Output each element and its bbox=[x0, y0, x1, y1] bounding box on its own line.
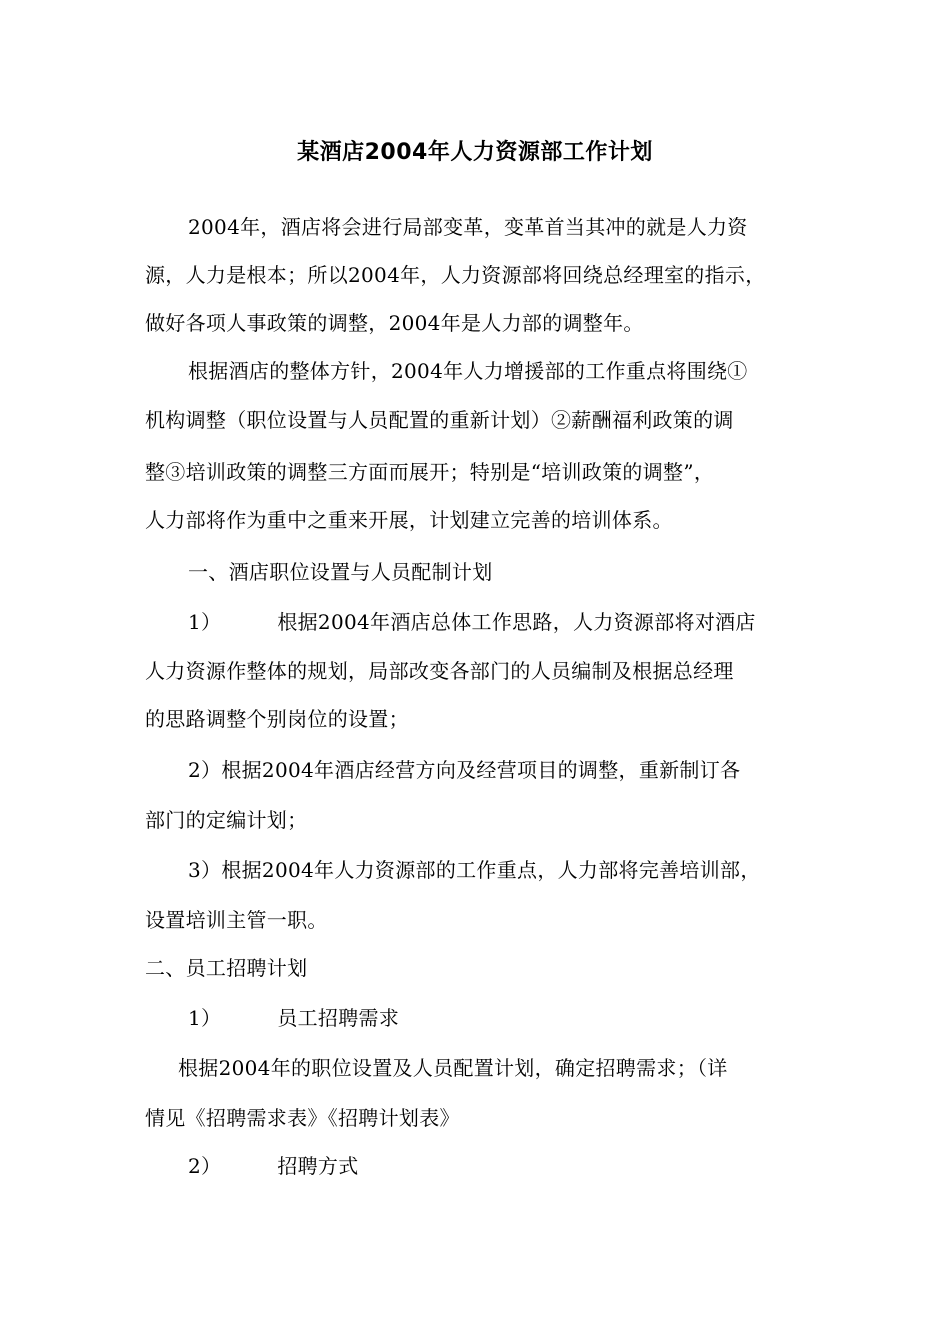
paragraph-line: 人力资源作整体的规划，局部改变各部门的人员编制及根据总经理 bbox=[145, 659, 734, 683]
paragraph-line: 部门的定编计划； bbox=[145, 808, 308, 832]
paragraph-line: 整③培训政策的调整三方面而展开；特别是“培训政策的调整”， bbox=[145, 460, 715, 484]
list-item-text: 根据2004年酒店总体工作思路，人力资源部将对酒店 bbox=[277, 610, 756, 634]
list-item: 2）根据2004年酒店经营方向及经营项目的调整，重新制订各 bbox=[188, 758, 741, 782]
paragraph-line: 2004年，酒店将会进行局部变革，变革首当其冲的就是人力资 bbox=[188, 215, 748, 239]
paragraph-line: 源，人力是根本；所以2004年，人力资源部将回绕总经理室的指示， bbox=[145, 263, 766, 287]
list-item-text: 员工招聘需求 bbox=[277, 1006, 400, 1030]
paragraph-line: 情见《招聘需求表》《招聘计划表》 bbox=[145, 1106, 460, 1130]
paragraph-line: 做好各项人事政策的调整，2004年是人力部的调整年。 bbox=[145, 311, 644, 335]
section-heading: 一、酒店职位设置与人员配制计划 bbox=[188, 560, 493, 584]
paragraph-line: 根据酒店的整体方针，2004年人力增援部的工作重点将围绕① bbox=[188, 359, 748, 383]
document-title: 某酒店2004年人力资源部工作计划 bbox=[297, 140, 653, 165]
list-item bbox=[188, 1146, 359, 1186]
list-marker: 2） bbox=[188, 1154, 222, 1178]
list-marker: 1） bbox=[188, 1006, 222, 1030]
paragraph-line: 根据2004年的职位设置及人员配置计划，确定招聘需求；（详 bbox=[178, 1056, 728, 1080]
paragraph-line: 的思路调整个别岗位的设置； bbox=[145, 707, 409, 731]
paragraph-line: 机构调整（职位设置与人员配置的重新计划）②薪酬福利政策的调 bbox=[145, 408, 734, 432]
list-item-text: 招聘方式 bbox=[277, 1154, 359, 1178]
paragraph-line: 设置培训主管一职。 bbox=[145, 908, 328, 932]
list-item bbox=[188, 602, 756, 642]
list-marker: 1） bbox=[188, 610, 222, 634]
paragraph-line: 人力部将作为重中之重来开展，计划建立完善的培训体系。 bbox=[145, 508, 673, 532]
list-item: 3）根据2004年人力资源部的工作重点，人力部将完善培训部， bbox=[188, 858, 761, 882]
section-heading: 二、员工招聘计划 bbox=[145, 956, 308, 980]
list-item bbox=[188, 998, 399, 1038]
